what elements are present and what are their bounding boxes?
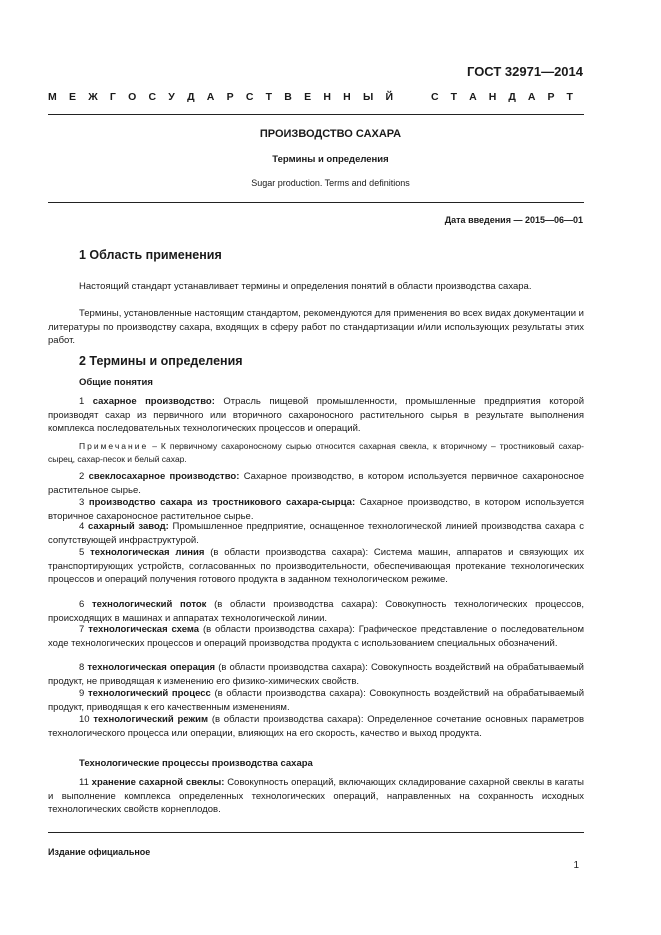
letter: Д — [187, 91, 195, 103]
standard-word — [431, 91, 573, 103]
section-1-paragraph-2: Термины, установленные настоящим стандартом, рекомендуются для применения во всех видах документации и литературы по производству сахара, входящих в сферу работ по стандартизации и/или использующих результаты этих работ. — [48, 308, 584, 346]
letter: Т — [450, 91, 458, 103]
top-rule — [48, 114, 584, 115]
term-name: технологическая линия — [90, 547, 205, 558]
section-1-paragraph-1: Настоящий стандарт устанавливает термины и определения понятий в области производства сахара. — [79, 281, 532, 292]
term-definition: Отрасль пищевой промышленности, промышленные предприятия которой производят сахар из первичного или вторичного сахароносного растительного сырья в результате выполнения комплекса последовательных технологических процессов и операций. — [48, 396, 584, 434]
general-concepts-subheading: Общие понятия — [79, 377, 153, 388]
term-number: 3 — [79, 497, 85, 508]
letter: Ы — [362, 91, 374, 103]
letter: Д — [508, 91, 516, 103]
term-entry — [48, 496, 584, 523]
document-title: ПРОИЗВОДСТВО САХАРА — [259, 128, 402, 140]
letter: Н — [343, 91, 351, 103]
title-rule — [48, 202, 584, 203]
letter: Г — [109, 91, 116, 103]
term-definition: Сахарное производство, в котором используется вторичное сахароносное растительное сырье. — [48, 497, 584, 522]
letter: А — [527, 91, 536, 103]
note — [48, 440, 584, 465]
letter: В — [284, 91, 292, 103]
term-definition: (в области производства сахара): Определенное сочетание основных параметров технологического процесса или операции, влияющих на его скорость, качество и выход продукта. — [48, 714, 585, 739]
term-name: производство сахара из тростникового сахара-сырца: — [88, 497, 356, 508]
term-number: 10 — [79, 714, 90, 725]
letter: С — [148, 91, 157, 103]
term-number: 2 — [79, 471, 85, 482]
section-2-heading: 2 Термины и определения — [79, 354, 243, 368]
term-number: 9 — [79, 688, 85, 699]
gost-number: ГОСТ 32971—2014 — [467, 64, 583, 79]
letter: Й — [385, 91, 393, 103]
official-edition-label: Издание официальное — [48, 847, 151, 857]
term-number: 5 — [79, 547, 85, 558]
term-definition: Совокупность операций, включающих складирование сахарной свеклы в кагаты и выполнение комплекса определенных технологических операций, направленных на сохранность исходных технологических свойств корнеплодов. — [48, 777, 585, 815]
note-text: – К первичному сахароносному сырью относится сахарная свекла, к вторичному – тростниковый сахар-сырец, сахар-песок и белый сахар. — [48, 441, 584, 464]
term-name: технологическая схема — [88, 624, 200, 635]
page-number: 1 — [573, 860, 579, 871]
term-name: свеклосахарное производство: — [88, 471, 240, 482]
letter: Т — [265, 91, 273, 103]
term-entry — [48, 776, 584, 817]
letter: Н — [488, 91, 497, 103]
letter: Р — [547, 91, 555, 103]
term-entry — [48, 598, 584, 625]
term-name: технологическая операция — [87, 662, 216, 673]
term-name: технологический процесс — [87, 688, 211, 699]
note-label: Примечание — [79, 441, 149, 451]
letter: М — [48, 91, 57, 103]
term-name: хранение сахарной свеклы: — [91, 777, 225, 788]
letter: С — [431, 91, 439, 103]
term-entry — [48, 520, 584, 547]
term-entry — [48, 546, 584, 587]
term-definition: (в области производства сахара): Совокупность технологических процессов, происходящих в машинах и аппаратах технологической линии. — [48, 599, 585, 624]
term-definition: Сахарное производство, в котором используется первичное сахароносное растительное сырье. — [48, 471, 585, 496]
letter: Т — [566, 91, 573, 103]
term-name: сахарный завод: — [87, 521, 169, 532]
letter: Н — [323, 91, 331, 103]
letter: У — [168, 91, 175, 103]
letter: О — [128, 91, 137, 103]
letter: А — [469, 91, 477, 103]
term-entry — [48, 687, 584, 714]
letter: С — [245, 91, 254, 103]
letter: А — [206, 91, 215, 103]
term-entry — [48, 470, 584, 497]
interstate-word — [48, 91, 393, 103]
term-definition: (в области производства сахара): Графическое представление о последовательном ходе технологических процессов и операций производства продукта с использованием специальных обозначений. — [48, 624, 585, 649]
term-name: технологический режим — [93, 714, 209, 725]
document-subtitle: Термины и определения — [272, 154, 389, 165]
term-definition: (в области производства сахара): Совокупность воздействий на обрабатываемый продукт, приводящая к его качественным изменениям. — [48, 688, 585, 713]
interstate-standard-header — [48, 91, 573, 103]
section-1-heading: 1 Область применения — [79, 248, 222, 262]
term-number: 6 — [79, 599, 85, 610]
introduction-date: Дата введения — 2015—06—01 — [444, 215, 583, 225]
term-name: сахарное производство: — [92, 396, 215, 407]
term-definition: (в области производства сахара): Совокупность воздействий на обрабатываемый продукт, не приводящая к изменению его физико-химических свойств. — [48, 662, 584, 687]
term-entry — [48, 661, 584, 688]
processes-subheading: Технологические процессы производства сахара — [79, 758, 313, 769]
term-definition: (в области производства сахара): Система машин, аппаратов и связующих их транспортирующих устройств, согласованных по производительности, обеспечивающая протекание технологических процессов и операций получения готового продукта в заданном технологическом режиме. — [48, 547, 584, 585]
english-title: Sugar production. Terms and definitions — [251, 178, 410, 188]
term-number: 1 — [79, 396, 85, 407]
term-definition: Промышленное предприятие, оснащенное технологической линией производства сахара с сопутствующей инфраструктурой. — [48, 521, 584, 546]
letter: Е — [304, 91, 312, 103]
letter: Ж — [88, 91, 98, 103]
letter: Р — [226, 91, 234, 103]
term-entry — [48, 395, 584, 436]
term-entry — [48, 713, 584, 740]
footer-rule — [48, 832, 584, 833]
term-entry — [48, 623, 584, 650]
term-name: технологический поток — [92, 599, 207, 610]
term-number: 8 — [79, 662, 85, 673]
term-number: 4 — [79, 521, 85, 532]
term-number: 7 — [79, 624, 85, 635]
letter: Е — [68, 91, 76, 103]
term-number: 11 — [79, 777, 89, 788]
